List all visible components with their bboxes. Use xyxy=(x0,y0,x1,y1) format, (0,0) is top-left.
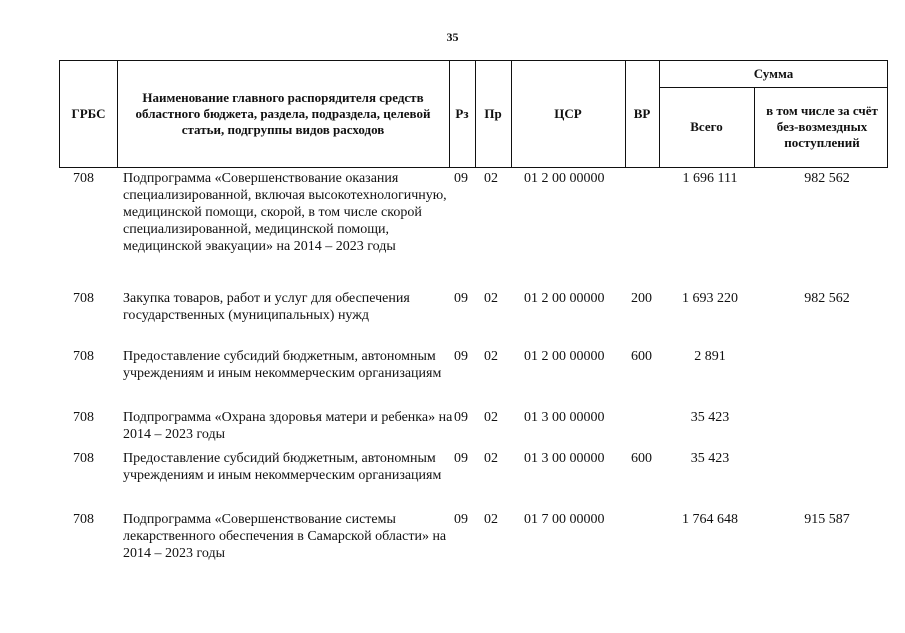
cell-grbs: 708 xyxy=(73,410,94,425)
cell-total: 1 696 111 xyxy=(682,171,738,186)
cell-pr: 02 xyxy=(484,171,498,186)
header-vr: ВР xyxy=(633,106,651,121)
cell-vr: 200 xyxy=(631,291,652,306)
cell-rz: 09 xyxy=(454,451,468,466)
table-header xyxy=(59,60,888,168)
cell-rz: 09 xyxy=(454,291,468,306)
cell-grbs: 708 xyxy=(73,291,94,306)
cell-rz: 09 xyxy=(454,512,468,527)
page-number: 35 xyxy=(446,30,459,44)
cell-name: Предоставление субсидий бюджетным, автономным учреждениям и иным некоммерческим организациям xyxy=(123,451,442,483)
cell-pr: 02 xyxy=(484,291,498,306)
cell-csr: 01 2 00 00000 xyxy=(524,291,605,306)
header-rz: Рз xyxy=(455,106,469,121)
header-grbs: ГРБС xyxy=(71,106,106,121)
cell-csr: 01 2 00 00000 xyxy=(524,349,605,364)
cell-total: 35 423 xyxy=(690,410,730,425)
cell-csr: 01 3 00 00000 xyxy=(524,451,605,466)
cell-pr: 02 xyxy=(484,410,498,425)
cell-name: Закупка товаров, работ и услуг для обеспечения государственных (муниципальных) нужд xyxy=(123,291,410,323)
cell-total: 1 693 220 xyxy=(682,291,738,306)
header-total: Всего xyxy=(690,119,723,134)
cell-name: Подпрограмма «Охрана здоровья матери и ребенка» на 2014 – 2023 годы xyxy=(123,410,453,442)
cell-csr: 01 3 00 00000 xyxy=(524,410,605,425)
cell-vr: 600 xyxy=(631,349,652,364)
cell-pr: 02 xyxy=(484,349,498,364)
cell-total: 1 764 648 xyxy=(682,512,738,527)
cell-pr: 02 xyxy=(484,512,498,527)
cell-rz: 09 xyxy=(454,171,468,186)
cell-grbs: 708 xyxy=(73,512,94,527)
header-pr: Пр xyxy=(484,106,502,121)
cell-total: 35 423 xyxy=(690,451,730,466)
cell-rz: 09 xyxy=(454,349,468,364)
cell-rz: 09 xyxy=(454,410,468,425)
cell-name: Подпрограмма «Совершенствование системы лекарственного обеспечения в Самарской области» на 2014 – 2023 годы xyxy=(123,512,447,561)
cell-grbs: 708 xyxy=(73,349,94,364)
cell-vr: 600 xyxy=(631,451,652,466)
header-name: Наименование главного распорядителя средств областного бюджета, раздела, подраздела, целевой статьи, подгруппы видов расходов xyxy=(135,90,431,137)
cell-csr: 01 7 00 00000 xyxy=(524,512,605,527)
cell-grbs: 708 xyxy=(73,171,94,186)
cell-name: Предоставление субсидий бюджетным, автономным учреждениям и иным некоммерческим организациям xyxy=(123,349,442,381)
header-grant: в том числе за счёт без-возмездных поступлений xyxy=(766,103,878,150)
cell-grant: 982 562 xyxy=(804,171,850,186)
cell-grant: 982 562 xyxy=(804,291,850,306)
header-sum: Сумма xyxy=(753,66,794,81)
header-csr: ЦСР xyxy=(554,106,582,121)
cell-csr: 01 2 00 00000 xyxy=(524,171,605,186)
cell-total: 2 891 xyxy=(694,349,726,364)
cell-pr: 02 xyxy=(484,451,498,466)
cell-grant: 915 587 xyxy=(804,512,850,527)
cell-name: Подпрограмма «Совершенствование оказания специализированной, включая высокотехнологичную, медицинской помощи, скорой, в том числе скорой специализированной, медицинской помощи, медицинской эвакуации» на 2014 – 2023 годы xyxy=(123,171,447,254)
cell-grbs: 708 xyxy=(73,451,94,466)
